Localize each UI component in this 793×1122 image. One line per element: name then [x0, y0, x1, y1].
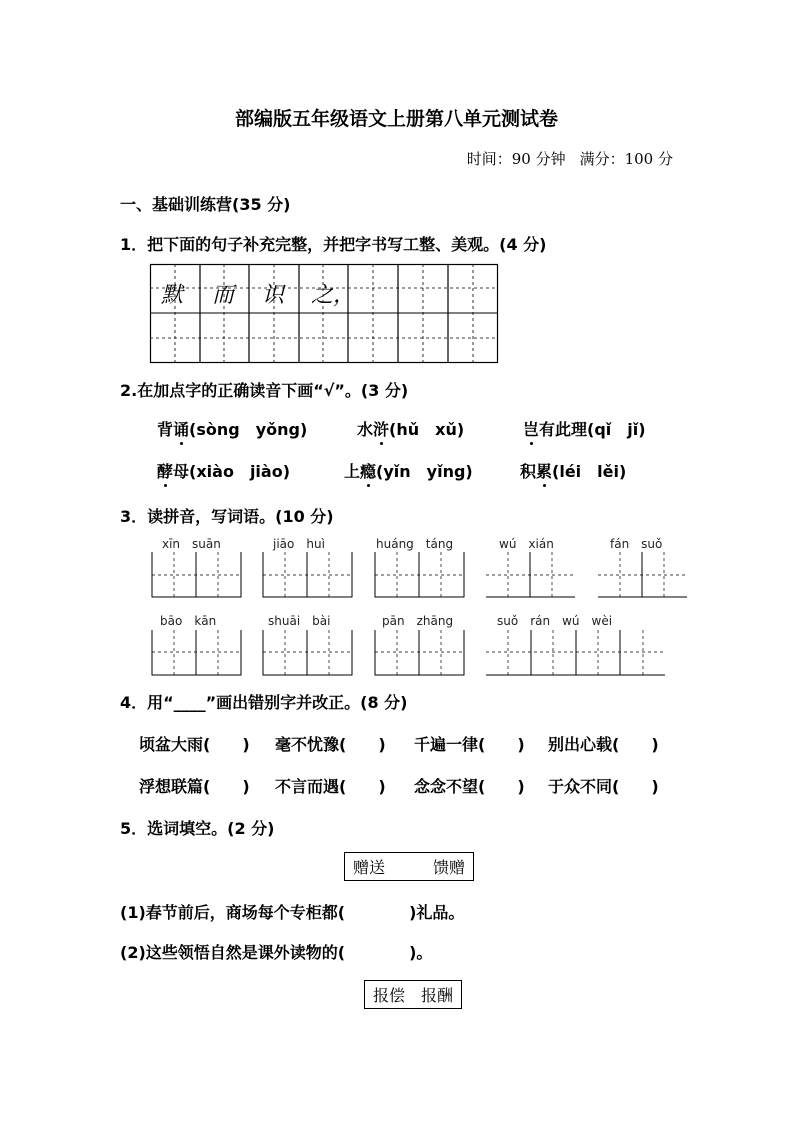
section-1-heading: 一、基础训练营(35 分) — [120, 195, 291, 214]
q3-pinyin-9: suǒ rán wú wèi — [497, 614, 613, 628]
q5-sentence-1: (1)春节前后，商场每个专柜都( )礼品。 — [120, 903, 465, 922]
q2-item-2: 水浒(hǔ xǔ) — [357, 417, 464, 440]
q4-item-8: 于众不同( ) — [548, 777, 659, 796]
q3-pinyin-2: jiāo huì — [273, 537, 325, 551]
q4-item-1: 顷盆大雨( ) — [139, 735, 250, 754]
q1-char-3: 识 — [262, 283, 285, 308]
exam-time: 时间：90 分钟 — [466, 150, 566, 168]
q4-item-4: 别出心载( ) — [548, 735, 659, 754]
q1-char-1: 默 — [161, 283, 184, 308]
q5-prompt: 5．选词填空。(2 分) — [120, 819, 275, 838]
q4-item-3: 千遍一律( ) — [414, 735, 525, 754]
q4-prompt: 4．用“____”画出错别字并改正。(8 分) — [120, 693, 408, 712]
q3-pinyin-4: wú xián — [499, 537, 554, 551]
q4-item-7: 念念不望( ) — [414, 777, 525, 796]
q3-pinyin-3: huáng táng — [376, 537, 454, 551]
q1-char-2: 而 — [212, 283, 235, 308]
exam-score: 满分：100 分 — [579, 150, 673, 168]
q5-word-box-2: 报偿 报酬 — [364, 980, 462, 1009]
q2-item-1: 背诵(sòng yǒng) — [157, 417, 307, 440]
q4-item-6: 不言而遇( ) — [275, 777, 386, 796]
q3-prompt: 3．读拼音，写词语。(10 分) — [120, 507, 334, 526]
q3-pinyin-8: pān zhāng — [382, 614, 454, 628]
q1-char-4: 之， — [311, 283, 356, 308]
q5-word-box-1: 赠送 馈赠 — [344, 852, 474, 881]
q2-item-3: 岂有此理(qǐ jǐ) — [523, 417, 646, 440]
q3-pinyin-6: bāo kān — [160, 614, 217, 628]
q4-item-2: 毫不忧豫( ) — [275, 735, 386, 754]
q3-grid-row1 — [152, 552, 687, 597]
q3-pinyin-5: fán suǒ — [610, 537, 663, 551]
page-title: 部编版五年级语文上册第八单元测试卷 — [234, 108, 558, 130]
q2-prompt: 2.在加点字的正确读音下画“√”。(3 分) — [120, 381, 409, 400]
q3-pinyin-7: shuāi bài — [268, 614, 331, 628]
q3-grid-row2 — [152, 630, 665, 675]
q5-sentence-2: (2)这些领悟自然是课外读物的( )。 — [120, 943, 433, 962]
q4-item-5: 浮想联篇( ) — [139, 777, 250, 796]
q2-item-5: 上瘾(yǐn yǐng) — [344, 459, 473, 482]
q1-prompt: 1．把下面的句子补充完整，并把字书写工整、美观。(4 分) — [120, 235, 547, 254]
q2-item-6: 积累(léi lěi) — [520, 459, 626, 482]
q2-item-4: 酵母(xiào jiào) — [157, 459, 290, 482]
q3-pinyin-1: xīn suān — [162, 537, 221, 551]
